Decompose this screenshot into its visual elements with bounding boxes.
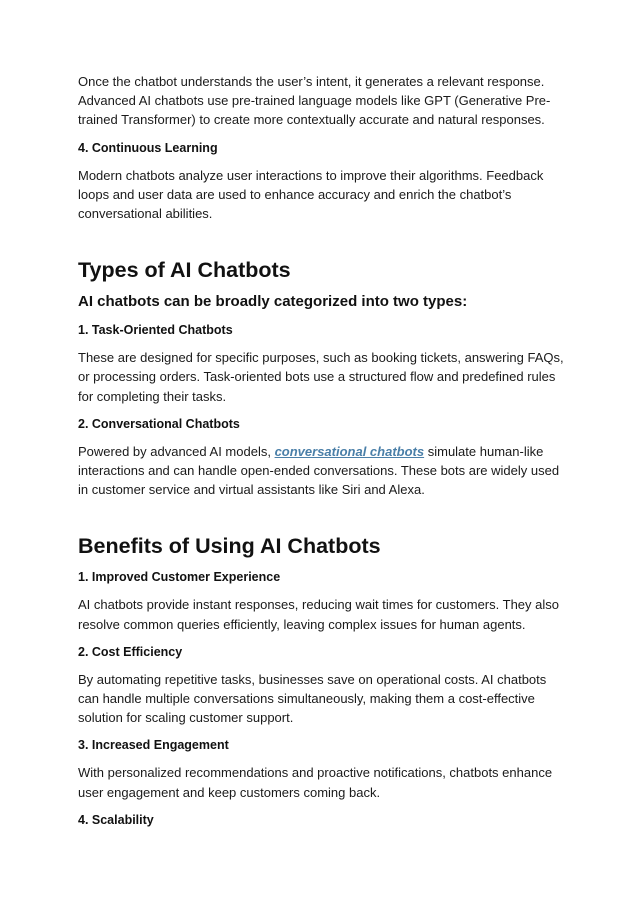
- types-lead-heading: AI chatbots can be broadly categorized into two types:: [78, 293, 468, 311]
- benefits-section-title: Benefits of Using AI Chatbots: [78, 534, 381, 559]
- conversational-heading: 2. Conversational Chatbots: [78, 416, 240, 431]
- benefit-heading: 4. Scalability: [78, 812, 154, 827]
- document-page: [78, 72, 568, 829]
- continuous-learning-heading: 4. Continuous Learning: [78, 140, 218, 155]
- types-section-title: Types of AI Chatbots: [78, 258, 291, 283]
- conversational-text-start: Powered by advanced AI models,: [78, 443, 275, 459]
- benefit-text: By automating repetitive tasks, businesses save on operational costs. AI chatbots can handle multiple conversations simultaneously, making them a cost-effective solution for scaling customer support.: [78, 671, 547, 726]
- conversational-text-end: simulate human-like interactions and can handle open-ended conversations. These bots are widely used in customer service and virtual assistants like Siri and Alexa.: [78, 443, 560, 498]
- benefit-heading: 2. Cost Efficiency: [78, 644, 183, 659]
- task-oriented-heading: 1. Task-Oriented Chatbots: [78, 323, 233, 338]
- benefit-heading: 3. Increased Engagement: [78, 738, 229, 753]
- benefit-heading: 1. Improved Customer Experience: [78, 570, 281, 585]
- conversational-text: [78, 442, 568, 500]
- benefit-text: With personalized recommendations and proactive notifications, chatbots enhance user engagement and keep customers coming back.: [78, 765, 553, 800]
- task-oriented-text: These are designed for specific purposes, such as booking tickets, answering FAQs, or processing orders. Task-oriented bots use a structured flow and predefined rules for completing their tasks.: [78, 350, 564, 404]
- intro-paragraph: Once the chatbot understands the user’s intent, it generates a relevant response. Advanced AI chatbots use pre-trained language models like GPT (Generative Pre-trained Transformer) to create more contextually accurate and natural responses.: [78, 74, 551, 128]
- conversational-chatbots-link[interactable]: conversational chatbots: [274, 443, 425, 459]
- continuous-learning-text: Modern chatbots analyze user interactions to improve their algorithms. Feedback loops and user data are used to enhance accuracy and enrich the chatbot’s conversational abilities.: [78, 167, 544, 222]
- benefit-text: AI chatbots provide instant responses, reducing wait times for customers. They also resolve common queries efficiently, leaving complex issues for human agents.: [78, 597, 559, 632]
